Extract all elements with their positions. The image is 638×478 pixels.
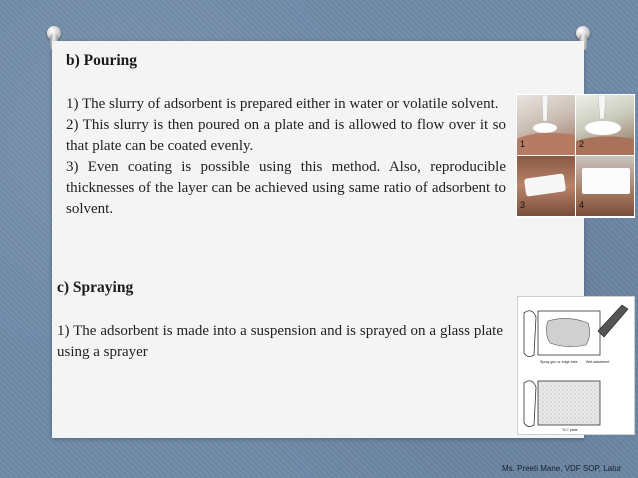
spraying-heading: c) Spraying [57, 279, 134, 296]
diagram-label-tlc-plate: TLC plate [562, 428, 578, 432]
photo-number-2: 2 [579, 139, 585, 149]
pouring-point-2: 2) This slurry is then poured on a plate and is allowed to flow over it so that plate can be coated evenly. [66, 117, 506, 154]
pouring-photo-1 [517, 95, 575, 155]
photo-number-3: 3 [520, 200, 526, 210]
pouring-photo-grid [516, 94, 635, 218]
pouring-point-1: 1) The slurry of adsorbent is prepared either in water or volatile solvent. [66, 96, 499, 112]
pouring-heading: b) Pouring [66, 52, 138, 69]
spraying-points [57, 321, 503, 363]
pouring-point-3: 3) Even coating is possible using this method. Also, reproducible thicknesses of the layer can be achieved using same ratio of adsorbent to solvent. [66, 159, 506, 217]
diagram-label-wet-adsorbent: Wet adsorbent [586, 360, 610, 364]
author-caption: Ms. Preeti Mane, VDF SOP, Latur [502, 464, 622, 473]
pouring-photo-4 [576, 156, 634, 216]
photo-number-1: 1 [520, 139, 526, 149]
spraying-point-1: 1) The adsorbent is made into a suspension and is sprayed on a glass plate using a sprayer [57, 323, 503, 360]
spraying-diagram [517, 296, 635, 435]
pouring-photo-2 [576, 95, 634, 155]
pouring-points [66, 94, 506, 220]
diagram-label-spray-gun: Spray gun or edge tube [540, 360, 578, 364]
photo-number-4: 4 [579, 200, 585, 210]
pouring-photo-3 [517, 156, 575, 216]
